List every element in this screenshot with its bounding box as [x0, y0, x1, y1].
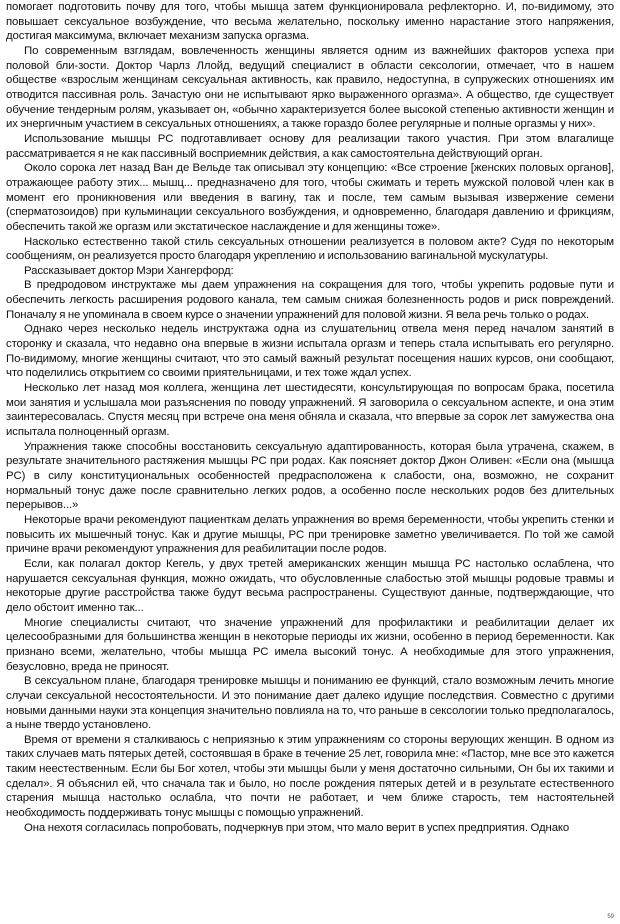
paragraph: По современным взглядам, вовлеченность женщины является одним из важнейших факторов успеха при половой бли-зости. Доктор Чарлз Ллойд, ведущий специалист в области сексологии, отмечает, что в нашем обществе «взрослым женщинам сексуальная активность, как правило, недоступна, в супружеских отношениях им отводится пассивная роль. Зачастую они не испытывают ярко выраженного оргазма». А общество, где существует обучение тендерным ролям, указывает он, «обычно характеризуется более высокой степенью активности женщин и их энергичным участием в сексуальных отношениях, а также гораздо более регулярные и полные оргазмы у них». [6, 44, 614, 131]
paragraph: В сексуальном плане, благодаря тренировке мышцы и пониманию ее функций, стало возможным лечить многие случаи сексуальной несостоятельности. И это понимание дает далеко идущие последствия. Совместно с другими новыми данными науки эта концепция значительно повлияла на то, что раньше в сексологии только предполагалось, а ныне твердо установлено. [6, 675, 614, 732]
paragraph: Рассказывает доктор Мэри Хангерфорд: [24, 264, 234, 277]
paragraph: помогает подготовить почву для того, чтобы мышца затем функционировала рефлекторно. И, по-видимому, это повышает сексуальное возбуждение, что весьма желательно, поскольку именно нарастание этого напряжения, достигая максимума, включает механизм запуска оргазма. [6, 1, 614, 43]
paragraph: Упражнения также способны восстановить сексуальную адаптированность, которая была утрачена, скажем, в результате значительного растяжения мышцы PC при родах. Как поясняет доктор Джон Оливен: «Если она (мышца PC) в силу конституциональных особенностей предрасположена к слабости, она, возможно, не сохранит нормальный тонус даже после сравнительно легких родов, а особенно после нескольких родов без длительных перерывов...» [6, 440, 614, 512]
paragraph: Время от времени я сталкиваюсь с неприязнью к этим упражнениям со стороны верующих женщин. В одном из таких случаев мать пятерых детей, состоявшая в браке в течение 25 лет, говорила мне: «Пастор, мне все это кажется таким неестественным. Если бы Бог хотел, чтобы эти мышцы были у меня достаточно сильными, Он бы их такими и сделал». Я объяснил ей, что сначала так и было, но после рождения пятерых детей и в результате естественного старения мышца настолько ослабла, что почти не работает, и чем ближе старость, тем настоятельней необходимость поддерживать тонус мышцы с помощью упражнений. [6, 733, 614, 820]
paragraph: Использование мышцы PC подготавливает основу для реализации такого участия. При этом влагалище рассматривается я не как пассивный восприемник действия, а как самостоятельна действующий орган. [6, 132, 614, 160]
paragraph: Некоторые врачи рекомендуют пациенткам делать упражнения во время беременности, чтобы укрепить стенки и повысить их мышечный тонус. Как и другие мышцы, PC при тренировке заметно увеличивается. По той же самой причине врачи рекомендуют упражнения для реабилитации после родов. [6, 513, 614, 556]
paragraph: Насколько естественно такой стиль сексуальных отношении реализуется в половом акте? Судя по некоторым сообщениям, он реализуется просто благодаря укреплению и использованию вагинальной мускулатуры. [6, 235, 614, 263]
paragraph: Многие специалисты считают, что значение упражнений для профилактики и реабилитации делает их целесообразными для большинства женщин в некоторые периоды их жизни, особенно в период беременности. Как признано всеми, желательно, чтобы мышца PC имела высокий тонус. А необходимые для этого упражнения, безусловно, вреда не приносят. [6, 616, 614, 673]
body-text [6, 0, 614, 835]
paragraph: Если, как полагал доктор Кегель, у двух третей американских женщин мышца PC настолько ослаблена, что нарушается сексуальная функция, можно ожидать, что обусловленные слабостью этой мышцы родовые травмы и некоторые другие расстройства также будут весьма распространены. Существуют данные, подтверждающие, что дело обстоит именно так... [6, 557, 614, 614]
page-number: 59 [607, 914, 614, 920]
paragraph: В предродовом инструктаже мы даем упражнения на сокращения для того, чтобы укрепить родовые пути и обеспечить легкость расширения родового канала, тем самым снижая болезненность родов и риск повреждений. Поначалу я не упоминала в своем курсе о значении упражнений для половой жизни. Я вела речь только о родах. [6, 279, 614, 321]
paragraph: Однако через несколько недель инструктажа одна из слушательниц отвела меня перед началом занятий в сторонку и сказала, что недавно она впервые в жизни испытала оргазм и теперь стала испытывать его регулярно. По-видимому, многие женщины считают, что это самый важный результат посещения наших курсов, они сообщают, что поделились открытием со своими приятельницами, и тех тоже ждал успех. [6, 323, 614, 380]
paragraph: Несколько лет назад моя коллега, женщина лет шестидесяти, консультирующая по вопросам брака, посетила мои занятия и услышала мои разъяснения по поводу упражнений. Я заговорила о сексуальном аспекте, и она этим заинтересовалась. Спустя месяц при встрече она меня обняла и сказала, что впервые за сорок лет замужества она испытала полноценный оргазм. [6, 382, 614, 439]
paragraph: Она нехотя согласилась попробовать, подчеркнув при этом, что мало верит в успех предприятия. Однако [24, 821, 570, 834]
paragraph: Около сорока лет назад Ван де Вельде так описывал эту концепцию: «Все строение [женских половых органов], отражающее работу этих... мышц... предназначено для того, чтобы сжимать и тереть мужской половой член как в момент его проникновения или введения в вагину, так и после, тем самым вызывая извержение семени (сперматозоидов) при кульминации сексуального возбуждения, и одновременно, благодаря давлению и фрикциям, обеспечить такой же оргазм или экстатическое наслаждение и для женщины тоже». [6, 162, 614, 233]
